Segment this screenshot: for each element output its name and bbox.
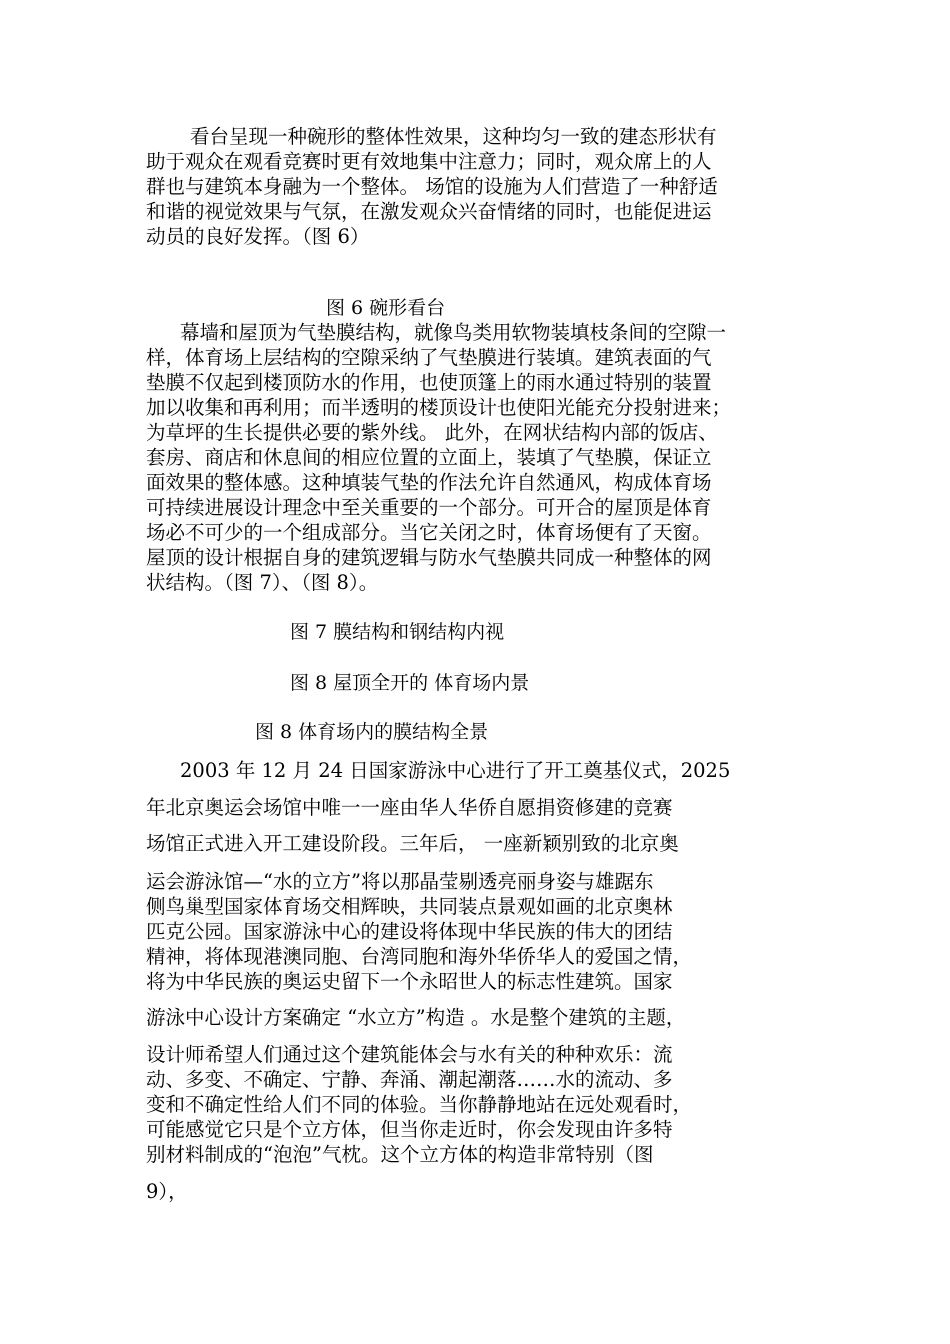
para2-line-8: 可持续进展设计理念中至关重要的一个部分。可开合的屋顶是体育 [146, 496, 712, 519]
para1-line-4: 和谐的视觉效果与气氛，在激发观众兴奋情绪的同时，也能促进运 [146, 200, 712, 223]
para1-line-2: 助于观众在观看竞赛时更有效地集中注意力；同时，观众席上的人 [146, 150, 712, 173]
para2-line-6: 套房、商店和休息间的相应位置的立面上，装填了气垫膜，保证立 [146, 446, 712, 469]
para2-line-10: 屋顶的设计根据自身的建筑逻辑与防水气垫膜共同成一种整体的网 [146, 546, 712, 569]
para1-line-1: 看台呈现一种碗形的整体性效果，这种均匀一致的建态形状有 [190, 125, 717, 148]
figure-7-caption: 图 7 膜结构和钢结构内视 [290, 621, 505, 643]
para3-line-8: 将为中华民族的奥运史留下一个永昭世人的标志性建筑。国家 [146, 970, 673, 993]
para3-line-7: 精神，将体现港澳同胞、台湾同胞和海外华侨华人的爱国之情， [146, 945, 693, 968]
para3-line-11: 动、多变、不确定、宁静、奔涌、潮起潮落……水的流动、多 [146, 1068, 673, 1091]
para3-line-14: 别材料制成的“泡泡”气枕。这个立方体的构造非常特别（图 [146, 1143, 654, 1166]
para3-line-4: 运会游泳馆—“水的立方”将以那晶莹剔透亮丽身姿与雄踞东 [146, 870, 654, 893]
para2-line-2: 样，体育场上层结构的空隙采纳了气垫膜进行装填。建筑表面的气 [146, 346, 712, 369]
para1-line-5: 动员的良好发挥。（图 6） [146, 225, 370, 248]
para2-line-4: 加以收集和再利用；而半透明的楼顶设计也使阳光能充分投射进来； [146, 396, 732, 419]
para2-line-11: 状结构。（图 7）、（图 8）。 [146, 571, 379, 594]
para3-line-12: 变和不确定性给人们不同的体验。当你静静地站在远处观看时， [146, 1093, 693, 1116]
figure-8-caption-b: 图 8 体育场内的膜结构全景 [255, 721, 489, 743]
figure-6-caption: 图 6 碗形看台 [326, 297, 446, 319]
para3-line-9: 游泳中心设计方案确定 “水立方”构造 。水是整个建筑的主题， [146, 1006, 686, 1029]
para2-line-3: 垫膜不仅起到楼顶防水的作用，也使顶篷上的雨水通过特别的装置 [146, 371, 712, 394]
para2-line-1: 幕墙和屋顶为气垫膜结构，就像鸟类用软物装填枝条间的空隙一 [180, 321, 727, 344]
para3-line-3: 场馆正式进入开工建设阶段。三年后， 一座新颖别致的北京奥 [146, 832, 679, 855]
para3-line-1: 2003 年 12 月 24 日国家游泳中心进行了开工奠基仪式，2025 [180, 759, 731, 782]
para3-line-6: 匹克公园。国家游泳中心的建设将体现中华民族的伟大的团结 [146, 920, 673, 943]
figure-8-caption-a: 图 8 屋顶全开的 体育场内景 [290, 672, 530, 694]
para3-line-15: 9）， [146, 1180, 188, 1203]
para3-line-5: 侧鸟巢型国家体育场交相辉映，共同装点景观如画的北京奥林 [146, 895, 673, 918]
para3-line-10: 设计师希望人们通过这个建筑能体会与水有关的种种欢乐：流 [146, 1043, 673, 1066]
para1-line-3: 群也与建筑本身融为一个整体。 场馆的设施为人们营造了一种舒适 [146, 175, 718, 198]
para2-line-5: 为草坪的生长提供必要的紫外线。 此外，在网状结构内部的饭店、 [146, 421, 718, 444]
para2-line-9: 场必不可少的一个组成部分。当它关闭之时，体育场便有了天窗。 [146, 521, 712, 544]
para2-line-7: 面效果的整体感。这种填装气垫的作法允许自然通风，构成体育场 [146, 471, 712, 494]
para3-line-13: 可能感觉它只是个立方体，但当你走近时，你会发现由许多特 [146, 1118, 673, 1141]
para3-line-2: 年北京奥运会场馆中唯一一座由华人华侨自愿捐资修建的竞赛 [146, 796, 673, 819]
